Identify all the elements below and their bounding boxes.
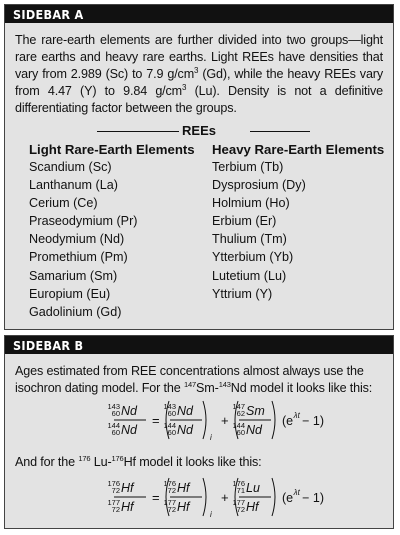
- equation-svg: [5, 475, 393, 523]
- intro-sup-1: 3: [194, 65, 199, 75]
- isotope-mass: 147: [232, 402, 245, 411]
- isotope-symbol: Nd: [121, 423, 137, 437]
- heavy-ree-item: Holmium (Ho): [212, 196, 290, 211]
- isotope-mass: 143: [163, 402, 176, 411]
- term1-fraction: [163, 402, 202, 437]
- isotope-number: 62: [236, 409, 245, 418]
- exp-term: (e: [282, 491, 294, 505]
- intro-sup-2: 3: [182, 82, 187, 92]
- exp-tail: − 1): [302, 414, 325, 428]
- isotope-mass: 144: [107, 421, 120, 430]
- fraction-numerator: [163, 402, 194, 418]
- equals-sign: =: [152, 490, 160, 505]
- plus-sign: +: [221, 490, 229, 505]
- term2-fraction: [232, 479, 271, 514]
- light-ree-item: Gadolinium (Gd): [29, 304, 122, 319]
- light-ree-item: Scandium (Sc): [29, 160, 112, 174]
- rees-divider: [5, 123, 393, 139]
- fraction-denominator: [232, 421, 263, 437]
- isotope-symbol: Nd: [177, 423, 193, 437]
- isotope-symbol: Nd: [246, 423, 262, 437]
- light-ree-item: Neodymium (Nd): [29, 232, 125, 247]
- isotope-number: 60: [111, 428, 120, 437]
- light-ree-heading: Light Rare-Earth Elements: [29, 142, 195, 157]
- isotope-symbol: Hf: [121, 481, 134, 495]
- para2-text-2: Lu-: [90, 455, 112, 469]
- fraction-numerator: [232, 479, 259, 495]
- isotope-mass: 176: [107, 479, 120, 488]
- sidebar-a-title: SIDEBAR A: [5, 5, 393, 23]
- isotope-mass: 144: [163, 421, 176, 430]
- divider-label: REEs: [179, 123, 219, 138]
- isotope-mass: 144: [232, 421, 245, 430]
- heavy-ree-item: Erbium (Er): [212, 214, 277, 229]
- isotope-number: 72: [236, 505, 245, 514]
- para1-text-2: Sm-: [196, 381, 219, 395]
- isotope-number: 72: [167, 505, 176, 514]
- light-ree-item: Praseodymium (Pr): [29, 214, 138, 229]
- lhs-fraction: [107, 402, 146, 437]
- fraction-denominator: [163, 421, 194, 437]
- fraction-denominator: [107, 498, 135, 514]
- close-paren: [203, 401, 206, 439]
- isotope-number: 72: [111, 505, 120, 514]
- sidebar-b-paragraph-1: [15, 363, 383, 397]
- fraction-numerator: [107, 402, 138, 418]
- heavy-ree-column: [212, 141, 384, 303]
- isotope-number: 72: [167, 486, 176, 495]
- isotope-mass: 177: [163, 498, 176, 507]
- isotope-symbol: Hf: [246, 500, 259, 514]
- fraction-denominator: [163, 498, 191, 514]
- para1-sup-2: 143: [218, 379, 231, 389]
- isotope-symbol: Hf: [121, 500, 134, 514]
- exp-tail: − 1): [302, 491, 325, 505]
- light-ree-item: Promethium (Pm): [29, 250, 128, 265]
- initial-subscript: i: [210, 510, 212, 519]
- isotope-symbol: Hf: [177, 481, 190, 495]
- initial-subscript: i: [210, 433, 212, 442]
- close-paren: [272, 478, 275, 516]
- exp-superscript: λt: [293, 488, 300, 497]
- exp-term: (e: [282, 414, 294, 428]
- isotope-number: 60: [111, 409, 120, 418]
- fraction-denominator: [232, 498, 260, 514]
- fraction-denominator: [107, 421, 138, 437]
- isotope-symbol: Nd: [121, 404, 137, 418]
- para2-text-1: And for the: [15, 455, 79, 469]
- para2-text-3: Hf model it looks like this:: [123, 455, 262, 469]
- light-ree-item: Lanthanum (La): [29, 178, 118, 193]
- isotope-symbol: Lu: [246, 481, 260, 495]
- heavy-ree-item: Thulium (Tm): [212, 232, 287, 247]
- isotope-mass: 143: [107, 402, 120, 411]
- para1-text-1: Ages estimated from REE concentrations almost always use the isochron dating model. For the: [15, 364, 364, 395]
- intro-text-1: The rare-earth elements are further divided into two groups—light rare earths and heavy rare earths. Light REEs have densities that vary from 2.989 (Sc) to 7.9 g/cm: [15, 33, 383, 81]
- isotope-mass: 177: [107, 498, 120, 507]
- close-paren: [203, 478, 206, 516]
- sidebar-a-intro: [15, 32, 383, 117]
- isotope-mass: 176: [163, 479, 176, 488]
- heavy-ree-item: Ytterbium (Yb): [212, 250, 294, 265]
- sidebar-a: [4, 4, 394, 330]
- isotope-symbol: Sm: [246, 404, 265, 418]
- exp-superscript: λt: [293, 411, 300, 420]
- isotope-number: 60: [167, 428, 176, 437]
- isotope-symbol: Nd: [177, 404, 193, 418]
- isotope-mass: 176: [232, 479, 245, 488]
- heavy-ree-item: Yttrium (Y): [212, 286, 273, 301]
- fraction-numerator: [163, 479, 191, 495]
- light-ree-item: Europium (Eu): [29, 286, 111, 301]
- close-paren: [272, 401, 275, 439]
- sidebar-b: [4, 335, 394, 529]
- heavy-ree-item: Dysprosium (Dy): [212, 178, 306, 193]
- equation-svg: [5, 398, 393, 446]
- sidebar-b-paragraph-2: [15, 454, 383, 471]
- isotope-mass: 177: [232, 498, 245, 507]
- heavy-ree-item: Terbium (Tb): [212, 160, 284, 174]
- isotope-number: 60: [236, 428, 245, 437]
- lhs-fraction: [107, 479, 146, 514]
- term2-fraction: [232, 402, 271, 437]
- para2-sup-2: 176: [111, 453, 124, 463]
- equals-sign: =: [152, 413, 160, 428]
- isotope-number: 60: [167, 409, 176, 418]
- light-ree-column: [29, 141, 195, 321]
- sidebar-b-title: SIDEBAR B: [5, 336, 393, 354]
- isotope-number: 71: [236, 486, 245, 495]
- heavy-ree-heading: Heavy Rare-Earth Elements: [212, 142, 385, 157]
- para2-sup-1: 176: [78, 453, 91, 463]
- lu-hf-isochron-equation: [5, 475, 393, 523]
- para1-sup-1: 147: [183, 379, 197, 389]
- isotope-number: 72: [111, 486, 120, 495]
- light-ree-item: Samarium (Sm): [29, 268, 118, 283]
- intro-text-2: (Gd), while the heavy REEs vary from 4.47 (Y) to 9.84 g/cm: [15, 67, 383, 98]
- plus-sign: +: [221, 413, 229, 428]
- para1-text-3: Nd model it looks like this:: [230, 381, 373, 395]
- intro-text-3: (Lu). Density is not a definitive differentiating factor between the groups.: [15, 84, 384, 115]
- sm-nd-isochron-equation: [5, 398, 393, 446]
- ree-columns: [5, 139, 393, 329]
- term1-fraction: [163, 479, 202, 514]
- heavy-ree-item: Lutetium (Lu): [212, 268, 287, 283]
- isotope-symbol: Hf: [177, 500, 190, 514]
- fraction-numerator: [107, 479, 135, 495]
- light-ree-item: Cerium (Ce): [29, 196, 98, 211]
- fraction-numerator: [232, 402, 264, 418]
